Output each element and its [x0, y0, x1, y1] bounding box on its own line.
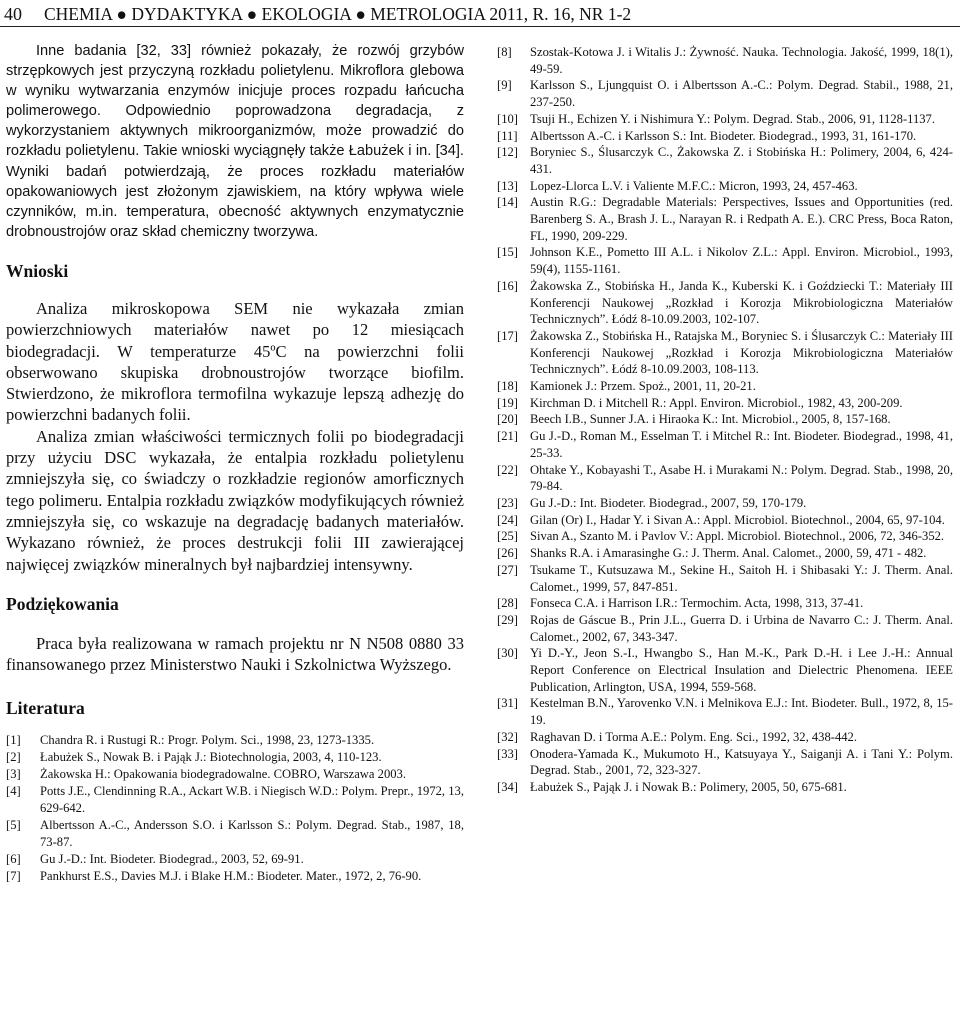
reference-item [6, 851, 464, 868]
reference-item [497, 278, 953, 328]
paragraph-degradation: Inne badania [32, 33] również pokazały, że rozwój grzybów strzępkowych jest przyczyną rozkładu polietylenu. Mikroflora glebowa w wyniku wytwarzania enzymów inicjuje proces rozpadu łańcucha polimerowego. Odpowiednio poprowadzona degradacja, z wykorzystaniem aktywnych mikroorganizmów, może prowadzić do rozkładu polietylenu. Takie wnioski wyciągnęły także Łabużek i in. [34]. Wyniki badań potwierdzają, że proces rozkładu materiałów opakowaniowych jest złożonym zjawiskiem, na który wpływa wiele czynników, m.in. temperatura, obecność aktywnych enzymatycznie drobnoustrojów oraz skład chemiczny tworzywa. [6, 43, 464, 240]
reference-text: Onodera-Yamada K., Mukumoto H., Katsuyaya Y., Saiganji A. i Tani Y.: Polym. Degrad. Stab., 2001, 72, 323-327. [530, 746, 953, 778]
reference-number: [34] [497, 779, 518, 794]
reference-item [497, 645, 953, 695]
reference-number: [32] [497, 729, 518, 744]
reference-text: Shanks R.A. i Amarasinghe G.: J. Therm. Anal. Calomet., 2000, 59, 471 - 482. [530, 546, 927, 561]
reference-number: [14] [497, 195, 518, 210]
reference-item [497, 411, 953, 428]
reference-number: [15] [497, 245, 518, 260]
reference-number: [4] [6, 784, 21, 799]
reference-text: Kamionek J.: Przem. Spoż., 2001, 11, 20-21. [530, 379, 756, 394]
reference-item [497, 695, 953, 728]
reference-item [497, 612, 953, 645]
reference-text: Łabużek S., Nowak B. i Pająk J.: Biotechnologia, 2003, 4, 110-123. [40, 750, 382, 765]
reference-item [497, 178, 953, 195]
reference-text: Tsuji H., Echizen Y. i Nishimura Y.: Polym. Degrad. Stab., 2006, 91, 1128-1137. [530, 111, 936, 126]
reference-item [497, 562, 953, 595]
reference-number: [2] [6, 750, 21, 765]
heading-literatura: Literatura [6, 698, 85, 719]
reference-item [497, 462, 953, 495]
reference-item [497, 144, 953, 177]
header-rule [0, 26, 960, 27]
reference-number: [11] [497, 128, 518, 143]
reference-number: [18] [497, 379, 518, 394]
reference-text: Beech I.B., Sunner J.A. i Hiraoka K.: Int. Microbiol., 2005, 8, 157-168. [530, 412, 891, 427]
reference-text: Potts J.E., Clendinning R.A., Ackart W.B. i Niegisch W.D.: Polym. Prepr., 1972, 13, 629-642. [40, 784, 464, 816]
right-column [497, 44, 953, 796]
reference-number: [10] [497, 111, 518, 126]
reference-item [497, 194, 953, 244]
reference-item [6, 868, 464, 885]
reference-text: Łabużek S., Pająk J. i Nowak B.: Polimery, 2005, 50, 675-681. [530, 779, 847, 794]
reference-item [497, 528, 953, 545]
page-number: 40 [4, 4, 22, 24]
reference-item [497, 395, 953, 412]
reference-item [497, 595, 953, 612]
reference-text: Austin R.G.: Degradable Materials: Perspectives, Issues and Opportunities (red. Barenberg S. A., Brash J. L., Narayan R. i Redpath A. E.). CRC Press, Boca Raton, FL, 1990, 209-229. [530, 195, 953, 243]
reference-text: Żakowska H.: Opakowania biodegradowalne. COBRO, Warszawa 2003. [40, 767, 406, 782]
left-column [6, 41, 464, 885]
reference-text: Albertsson A.-C. i Karlsson S.: Int. Biodeter. Biodegrad., 1993, 31, 161-170. [530, 128, 917, 143]
reference-item [497, 512, 953, 529]
reference-item [497, 128, 953, 145]
heading-wnioski: Wnioski [6, 260, 69, 281]
journal-title: CHEMIA ● DYDAKTYKA ● EKOLOGIA ● METROLOGIA 2011, R. 16, NR 1-2 [44, 4, 632, 24]
reference-number: [22] [497, 462, 518, 477]
reference-number: [29] [497, 612, 518, 627]
reference-item [497, 545, 953, 562]
paragraph-dsc: Analiza zmian właściwości termicznych folii po biodegradacji przy użyciu DSC wykazała, że entalpia rozkładu polietylenu zmniejszyła się, co świadczy o rozkładzie regionów amorficznych tego polimeru. Entalpia rozkładu związków modyfikujących również zmniejszyła się, co wskazuje na degradację badanych materiałów. Wykazano również, że proces destrukcji folii III zawierającej najwięcej związków mineralnych był najbardziej intensywny. [6, 426, 464, 574]
reference-item [6, 732, 464, 749]
reference-text: Tsukame T., Kutsuzawa M., Sekine H., Saitoh H. i Shibasaki Y.: J. Therm. Anal. Calomet., 1999, 57, 847-851. [530, 562, 953, 594]
reference-item [497, 44, 953, 77]
reference-text: Karlsson S., Ljungquist O. i Albertsson A.-C.: Polym. Degrad. Stabil., 1988, 21, 237-250. [530, 78, 953, 110]
reference-text: Raghavan D. i Torma A.E.: Polym. Eng. Sci., 1992, 32, 438-442. [530, 729, 857, 744]
reference-item [6, 783, 464, 817]
paragraph-sem: Analiza mikroskopowa SEM nie wykazała zmian powierzchniowych materiałów nawet po 12 miesiącach biodegradacji. W temperaturze 45ºC na powierzchni folii obserwowano skupiska drobnoustrojów tworzące biofilm. Stwierdzono, że mikroflora termofilna wykazuje lepszą adhezję do powierzchni badanych folii. [6, 298, 464, 425]
reference-number: [5] [6, 817, 21, 832]
reference-number: [7] [6, 868, 21, 883]
reference-number: [20] [497, 412, 518, 427]
reference-number: [12] [497, 145, 518, 160]
reference-text: Kirchman D. i Mitchell R.: Appl. Environ. Microbiol., 1982, 43, 200-209. [530, 395, 903, 410]
paragraph-acknowledgement: Praca była realizowana w ramach projektu nr N N508 0880 33 finansowanego przez Ministerstwo Nauki i Szkolnictwa Wyższego. [6, 633, 464, 675]
reference-item [497, 495, 953, 512]
reference-text: Sivan A., Szanto M. i Pavlov V.: Appl. Microbiol. Biotechnol., 2006, 72, 346-352. [530, 529, 945, 544]
reference-number: [3] [6, 767, 21, 782]
reference-text: Albertsson A.-C., Andersson S.O. i Karlsson S.: Polym. Degrad. Stab., 1987, 18, 73-87. [40, 817, 464, 849]
reference-number: [9] [497, 78, 512, 93]
reference-item [497, 779, 953, 796]
reference-number: [16] [497, 278, 518, 293]
reference-text: Johnson K.E., Pometto III A.L. i Nikolov Z.L.: Appl. Environ. Microbiol., 1993, 59(4), 1155-1161. [530, 245, 953, 277]
reference-number: [27] [497, 562, 518, 577]
reference-text: Rojas de Gáscue B., Prin J.L., Guerra D. i Urbina de Navarro C.: J. Therm. Anal. Calomet., 2002, 67, 343-347. [530, 612, 953, 644]
reference-item [497, 746, 953, 779]
reference-number: [24] [497, 512, 518, 527]
reference-text: Lopez-Llorca L.V. i Valiente M.F.C.: Micron, 1993, 24, 457-463. [530, 178, 858, 193]
reference-number: [1] [6, 733, 21, 748]
reference-number: [28] [497, 596, 518, 611]
reference-text: Gu J.-D.: Int. Biodeter. Biodegrad., 2007, 59, 170-179. [530, 495, 807, 510]
running-header [4, 2, 954, 26]
reference-text: Żakowska Z., Stobińska H., Janda K., Kuberski K. i Goździecki T.: Materiały III Konferencji Naukowej „Rozkład i Korozja Mikrobiologiczna Materiałów Technicznych”. Łódź 8-10.09.2003, 102-107. [530, 278, 953, 327]
reference-item [497, 729, 953, 746]
reference-item [6, 749, 464, 766]
reference-number: [33] [497, 746, 518, 761]
reference-text: Gilan (Or) I., Hadar Y. i Sivan A.: Appl. Microbiol. Biotechnol., 2004, 65, 97-104. [530, 512, 945, 527]
reference-item [6, 817, 464, 851]
reference-number: [25] [497, 529, 518, 544]
reference-item [497, 378, 953, 395]
reference-text: Boryniec S., Ślusarczyk C., Żakowska Z. i Stobińska H.: Polimery, 2004, 6, 424-431. [530, 145, 953, 176]
reference-text: Pankhurst E.S., Davies M.J. i Blake H.M.: Biodeter. Mater., 1972, 2, 76-90. [40, 868, 422, 883]
reference-number: [13] [497, 178, 518, 193]
reference-item [497, 111, 953, 128]
reference-item [497, 77, 953, 110]
reference-text: Gu J.-D.: Int. Biodeter. Biodegrad., 2003, 52, 69-91. [40, 851, 304, 866]
reference-text: Ohtake Y., Kobayashi T., Asabe H. i Murakami N.: Polym. Degrad. Stab., 1998, 20, 79-84. [530, 462, 953, 494]
reference-number: [17] [497, 328, 518, 343]
reference-number: [8] [497, 45, 512, 59]
reference-text: Kestelman B.N., Yarovenko V.N. i Melnikova E.J.: Int. Biodeter. Bull., 1972, 8, 15-19. [530, 696, 953, 728]
reference-list-right [497, 44, 953, 796]
reference-text: Gu J.-D., Roman M., Esselman T. i Mitchel R.: Int. Biodeter. Biodegrad., 1998, 41, 25-33. [530, 429, 953, 460]
reference-text: Szostak-Kotowa J. i Witalis J.: Żywność. Nauka. Technologia. Jakość, 1999, 18(1), 49-59. [530, 45, 953, 76]
reference-item [497, 428, 953, 461]
reference-item [497, 328, 953, 378]
reference-text: Fonseca C.A. i Harrison I.R.: Termochim. Acta, 1998, 313, 37-41. [530, 596, 864, 611]
reference-item [497, 244, 953, 277]
reference-number: [26] [497, 546, 518, 561]
reference-text: Chandra R. i Rustugi R.: Progr. Polym. Sci., 1998, 23, 1273-1335. [40, 733, 375, 748]
reference-number: [30] [497, 646, 518, 661]
reference-item [6, 766, 464, 783]
reference-number: [31] [497, 696, 518, 711]
reference-list-left [6, 732, 464, 884]
reference-number: [19] [497, 395, 518, 410]
reference-number: [21] [497, 429, 518, 444]
heading-podziekowania: Podziękowania [6, 593, 119, 614]
reference-number: [6] [6, 851, 21, 866]
reference-text: Yi D.-Y., Jeon S.-I., Hwangbo S., Han M.-K., Park D.-H. i Lee J.-H.: Annual Report Conference on Electrical Insulation and Dielectric Phenomena. IEEE Publication, Arlington, USA, 1994, 559-568. [530, 646, 953, 694]
reference-number: [23] [497, 495, 518, 510]
reference-text: Żakowska Z., Stobińska H., Ratajska M., Boryniec S. i Ślusarczyk C.: Materiały III Konferencji Naukowej „Rozkład i Korozja Mikrobiologiczna Materiałów Technicznych”. Łódź 8-10.09.2003, 108-113. [530, 328, 953, 377]
